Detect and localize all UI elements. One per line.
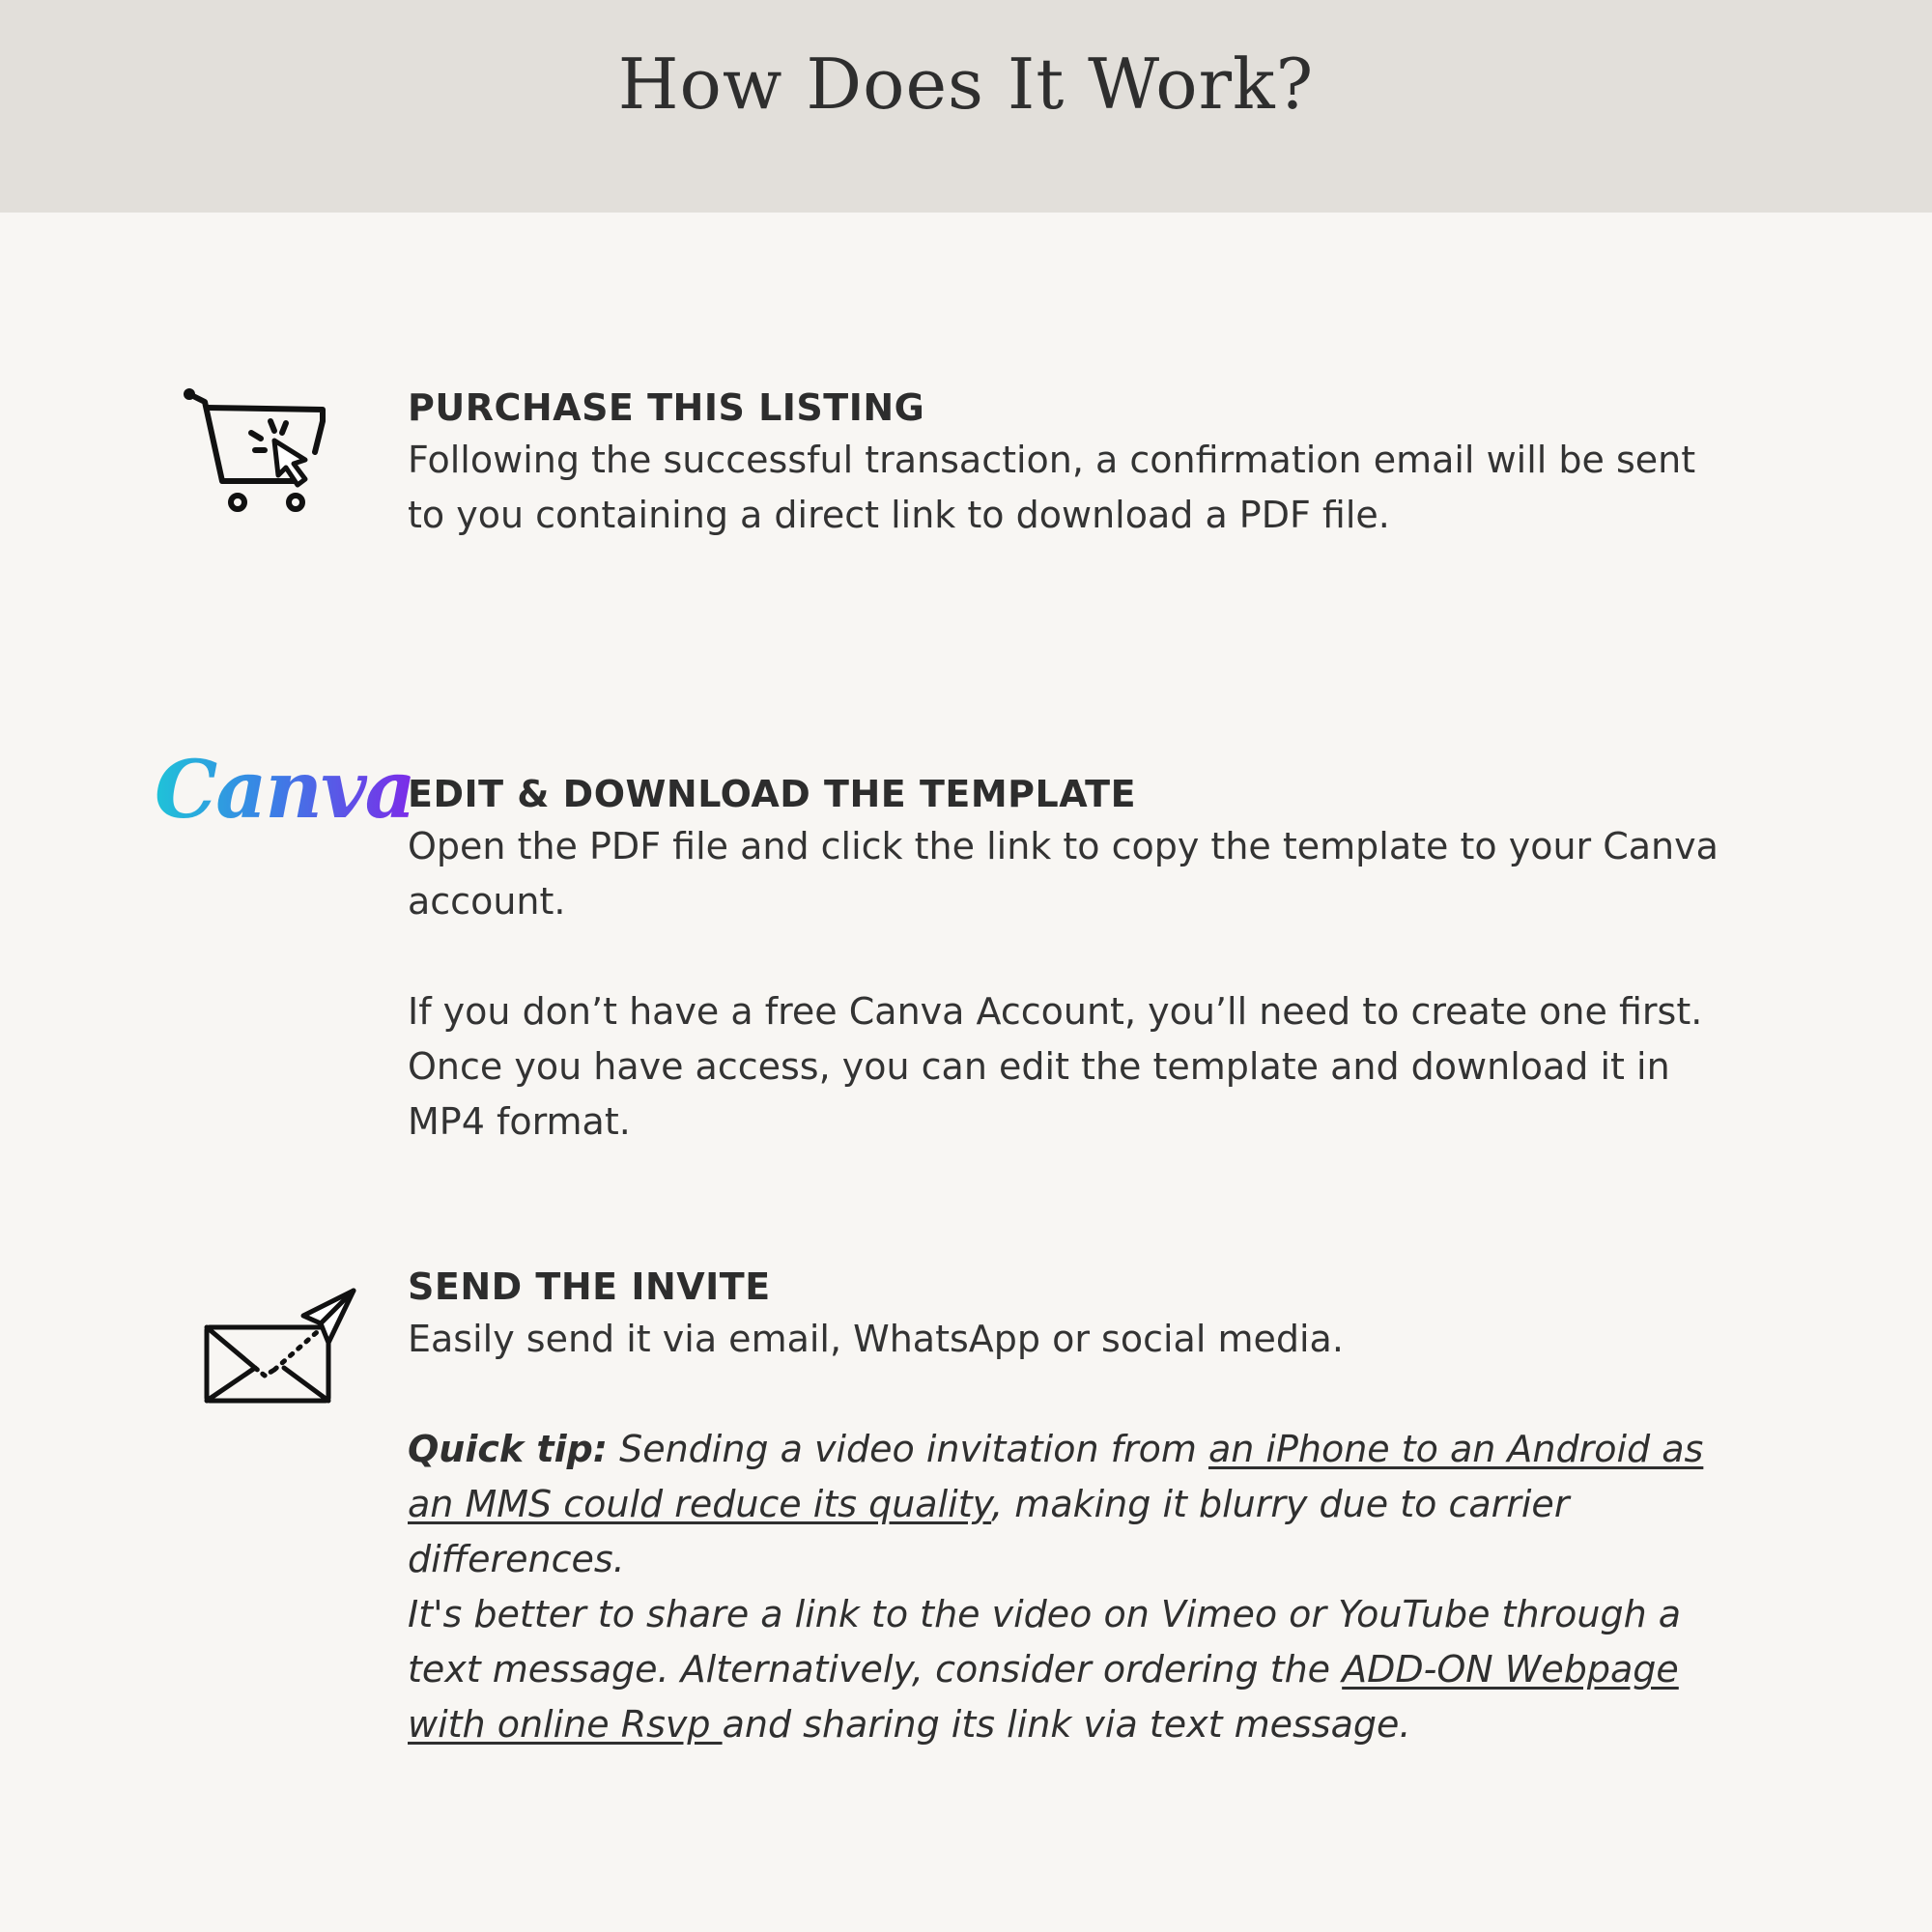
step-send-text — [408, 1262, 1741, 1752]
step-heading: EDIT & DOWNLOAD THE TEMPLATE — [408, 773, 1137, 815]
step-heading: PURCHASE THIS LISTING — [408, 386, 925, 429]
quick-tip — [408, 1422, 1741, 1752]
quick-tip-text: It's better to share a link to the video on Vimeo or YouTube through a text message. Alternatively, consider ordering the — [408, 1593, 1682, 1690]
header-banner — [0, 0, 1932, 213]
canva-logo — [155, 744, 414, 837]
quick-tip-label: Quick tip: — [408, 1428, 608, 1470]
quick-tip-text: and sharing its link via text message. — [722, 1703, 1411, 1746]
quick-tip-link-mms[interactable]: an iPhone to an Android as an MMS could reduce its quality — [408, 1428, 1704, 1525]
page-title: How Does It Work? — [617, 43, 1315, 125]
quick-tip-text: Sending a video invitation from — [608, 1428, 1208, 1470]
step-purchase-text — [408, 383, 1741, 543]
step-heading: SEND THE INVITE — [408, 1265, 771, 1308]
envelope-paper-plane-icon — [201, 1287, 359, 1410]
step-edit-text — [408, 769, 1741, 1150]
step-description-account: If you don’t have a free Canva Account, you’ll need to create one first. Once you have access, you can edit the template and download it in MP4 format. — [408, 990, 1703, 1143]
shopping-cart-cursor-icon — [178, 383, 332, 522]
quick-tip-text: , making it blurry due to carrier differences. — [408, 1483, 1570, 1580]
canva-logo-text: Canva — [155, 744, 414, 837]
step-description: Open the PDF file and click the link to copy the template to your Canva account. — [408, 825, 1719, 923]
quick-tip-link-addon[interactable]: ADD-ON Webpage with online Rsvp — [408, 1648, 1679, 1746]
step-description: Easily send it via email, WhatsApp or social media. — [408, 1318, 1344, 1360]
step-description: Following the successful transaction, a confirmation email will be sent to you containing a direct link to download a PDF file. — [408, 439, 1696, 536]
